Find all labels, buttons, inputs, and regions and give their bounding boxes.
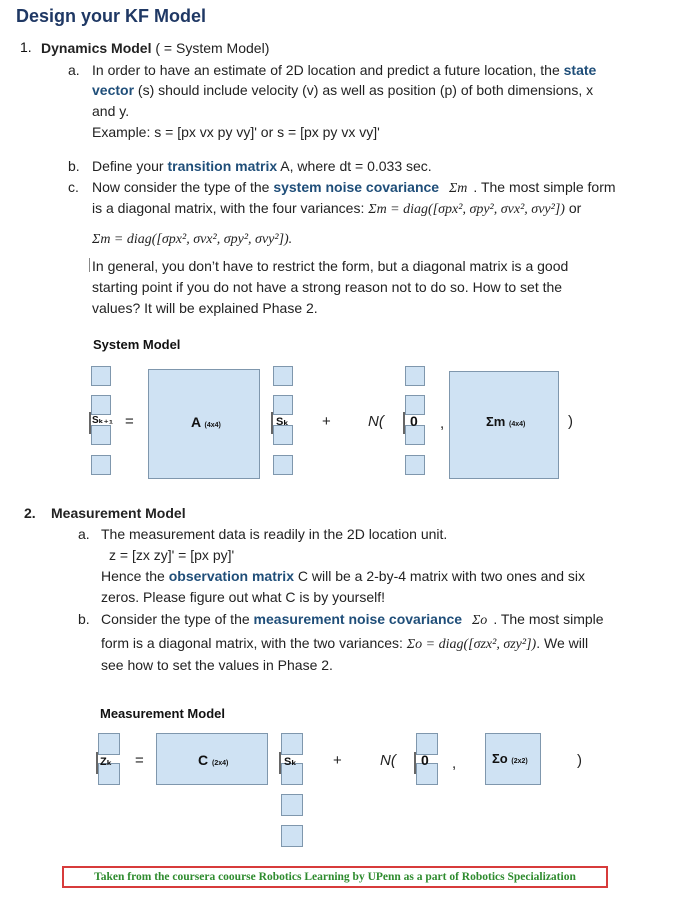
measurement-model-label: Measurement Model <box>100 706 225 721</box>
s-next-cell-3 <box>91 425 111 445</box>
page-title: Design your KF Model <box>16 6 207 26</box>
item-2a-line-2: z = [zx zy]' = [px py]' <box>109 547 235 563</box>
measurement-normal-close: ) <box>577 752 582 769</box>
text-cursor-marker <box>89 258 90 272</box>
item-2b-line-1: Consider the type of the measurement noise covariance Σo . The most simple <box>101 611 604 628</box>
measurement-normal-open: N( <box>380 752 396 769</box>
zero-cell-2 <box>405 395 425 415</box>
section-1-number: 1. <box>20 39 32 55</box>
meas-s-k-label: Sₖ <box>284 756 297 768</box>
item-2a-line-3: Hence the observation matrix C will be a 2-by-4 matrix with two ones and six <box>101 568 585 584</box>
meas-zero-bracket <box>414 752 416 774</box>
a-label: A (4x4) <box>191 414 221 430</box>
s-k-cell-4 <box>273 455 293 475</box>
system-normal-open: N( <box>368 413 384 430</box>
c-label: C (2x4) <box>198 752 229 768</box>
s-k-cell-1 <box>273 366 293 386</box>
meas-s-k-cell-1 <box>281 733 303 755</box>
sigma-m-label: Σm (4x4) <box>486 414 526 429</box>
s-next-cell-2 <box>91 395 111 415</box>
system-equals-sign: = <box>125 413 134 430</box>
item-2b-letter: b. <box>78 611 90 627</box>
item-1c-line-1: Now consider the type of the system noise covariance Σm . The most simple form <box>92 179 616 196</box>
item-1a-line-3: and y. <box>92 103 130 119</box>
section-2-number: 2. <box>24 505 36 521</box>
meas-zero-label: 0 <box>421 752 429 768</box>
item-1c-line-2: is a diagonal matrix, with the four variances: Σm = diag([σpx², σpy², σvx², σvy²]) or <box>92 200 582 217</box>
meas-s-k-bracket <box>279 752 281 774</box>
measurement-comma: , <box>452 755 457 772</box>
zero-cell-1 <box>405 366 425 386</box>
item-1c-line-3: Σm = diag([σpx², σvx², σpy², σvy²]). <box>92 232 293 247</box>
item-1c-line-5: starting point if you do not have a strong reason not to do so. How to set the <box>92 279 563 295</box>
system-normal-close: ) <box>568 413 573 430</box>
item-2a-line-4: zeros. Please figure out what C is by yourself! <box>101 589 386 605</box>
meas-s-k-cell-3 <box>281 794 303 816</box>
item-2b-line-2: form is a diagonal matrix, with the two variances: Σo = diag([σzx², σzy²]). We will <box>101 635 589 652</box>
item-2b-line-3: see how to set the values in Phase 2. <box>101 657 333 673</box>
system-plus-sign: + <box>322 413 331 430</box>
item-1a-line-1: In order to have an estimate of 2D location and predict a future location, the state <box>92 62 597 78</box>
s-next-label: Sₖ₊₁ <box>92 415 113 426</box>
attribution-footer: Taken from the coursera coourse Robotics Learning by UPenn as a part of Robotics Specialization <box>62 866 608 888</box>
item-1b-text: Define your transition matrix A, where dt = 0.033 sec. <box>92 158 432 174</box>
s-next-bracket <box>89 412 91 434</box>
item-1c-letter: c. <box>68 179 79 195</box>
sigma-o-label: Σo (2x2) <box>492 751 528 766</box>
s-k-cell-2 <box>273 395 293 415</box>
s-k-label: Sₖ <box>276 416 289 428</box>
system-model-label: System Model <box>93 337 181 352</box>
item-2a-line-1: The measurement data is readily in the 2D location unit. <box>101 526 448 542</box>
measurement-plus-sign: + <box>333 752 342 769</box>
z-k-label: Zₖ <box>100 756 113 768</box>
zero-bracket <box>403 412 405 434</box>
item-1c-line-4: In general, you don’t have to restrict the form, but a diagonal matrix is a good <box>92 258 569 274</box>
s-k-cell-3 <box>273 425 293 445</box>
item-1a-line-2: vector (s) should include velocity (v) as well as position (p) of both dimensions, x <box>92 82 594 98</box>
item-2a-letter: a. <box>78 526 90 542</box>
measurement-equals-sign: = <box>135 752 144 769</box>
item-1a-example: Example: s = [px vx py vy]' or s = [px py vx vy]' <box>92 124 380 140</box>
item-1a-letter: a. <box>68 62 80 78</box>
zero-cell-4 <box>405 455 425 475</box>
item-1c-line-6: values? It will be explained Phase 2. <box>92 300 318 316</box>
meas-s-k-cell-4 <box>281 825 303 847</box>
zero-label: 0 <box>410 413 418 429</box>
z-k-cell-1 <box>98 733 120 755</box>
item-1b-letter: b. <box>68 158 80 174</box>
section-2-heading: Measurement Model <box>51 505 186 521</box>
s-next-cell-4 <box>91 455 111 475</box>
system-comma: , <box>440 415 445 432</box>
s-next-cell-1 <box>91 366 111 386</box>
section-1-heading: Dynamics Model ( = System Model) <box>41 40 270 56</box>
z-k-bracket <box>96 752 98 774</box>
s-k-bracket <box>271 412 273 434</box>
